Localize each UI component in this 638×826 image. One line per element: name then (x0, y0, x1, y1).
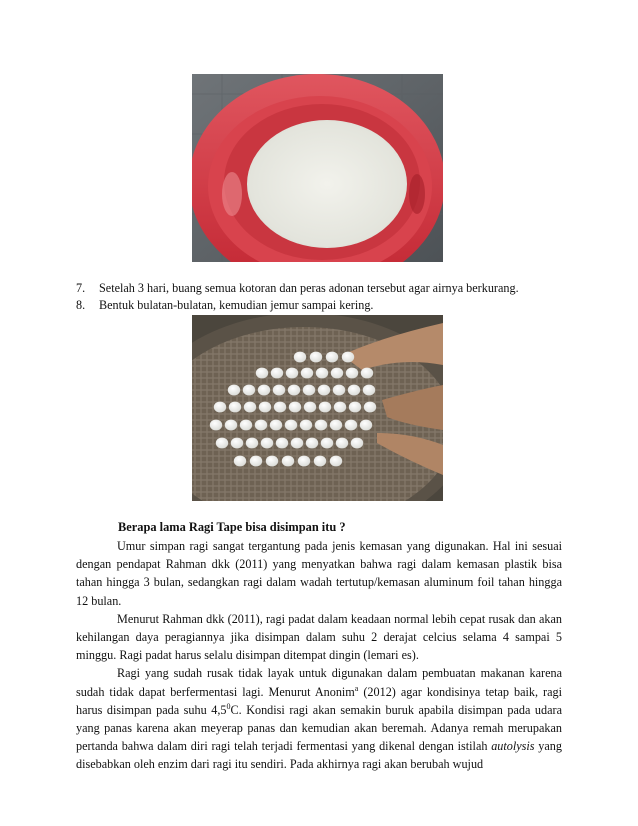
yeast-ball (342, 352, 354, 363)
yeast-ball (319, 402, 331, 413)
yeast-ball (306, 438, 318, 449)
yeast-ball (363, 385, 375, 396)
paragraph-2: Menurut Rahman dkk (2011), ragi padat dalam keadaan normal lebih cepat rusak dan akan kehilangan daya peragiannya jika disimpan dalam suhu 2 derajat celcius selama 4 sampai 5 minggu. Ragi padat harus selalu disimpan ditempat dingin (lemari es). (76, 611, 562, 663)
yeast-ball (333, 385, 345, 396)
yeast-ball (282, 456, 294, 467)
section-heading: Berapa lama Ragi Tape bisa disimpan itu ? (118, 520, 346, 534)
yeast-ball (346, 368, 358, 379)
step-text: Bentuk bulatan-bulatan, kemudian jemur sampai kering. (99, 298, 374, 312)
paragraph-1: Umur simpan ragi sangat tergantung pada jenis kemasan yang digunakan. Hal ini sesuai dengan pendapat Rahman dkk (2011) yang menyatkan bahwa ragi dalam kemasan plastik bisa tahan hingga 3 bulan, sedangkan ragi dalam wadah tertutup/kemasan aluminum foil tahan hingga 12 bulan. (76, 539, 562, 608)
yeast-ball (229, 402, 241, 413)
yeast-ball (256, 368, 268, 379)
yeast-ball (315, 420, 327, 431)
yeast-ball (244, 402, 256, 413)
yeast-ball (345, 420, 357, 431)
yeast-ball (348, 385, 360, 396)
yeast-ball (361, 368, 373, 379)
yeast-ball (318, 385, 330, 396)
yeast-ball (360, 420, 372, 431)
body-text (76, 537, 562, 774)
yeast-ball (246, 438, 258, 449)
yeast-ball (214, 402, 226, 413)
yeast-ball (301, 368, 313, 379)
yeast-ball (330, 456, 342, 467)
list-item (76, 297, 576, 314)
yeast-ball (326, 352, 338, 363)
yeast-balls-photo (192, 315, 443, 501)
yeast-ball (255, 420, 267, 431)
yeast-ball (216, 438, 228, 449)
yeast-ball (225, 420, 237, 431)
yeast-ball (274, 402, 286, 413)
yeast-ball (291, 438, 303, 449)
red-basin-photo (192, 74, 443, 262)
step-number: 7. (76, 281, 86, 295)
yeast-ball (304, 402, 316, 413)
yeast-ball (349, 402, 361, 413)
yeast-ball (300, 420, 312, 431)
yeast-ball (336, 438, 348, 449)
yeast-ball (259, 402, 271, 413)
yeast-ball (250, 456, 262, 467)
yeast-ball (240, 420, 252, 431)
yeast-ball (364, 402, 376, 413)
yeast-ball (330, 420, 342, 431)
yeast-ball (289, 402, 301, 413)
yeast-ball (231, 438, 243, 449)
yeast-ball (266, 456, 278, 467)
yeast-ball (314, 456, 326, 467)
yeast-ball (331, 368, 343, 379)
yeast-ball (310, 352, 322, 363)
step-number: 8. (76, 298, 86, 312)
yeast-ball (351, 438, 363, 449)
list-item (76, 280, 576, 297)
yeast-ball (261, 438, 273, 449)
yeast-ball (286, 368, 298, 379)
yeast-ball (228, 385, 240, 396)
yeast-ball (276, 438, 288, 449)
autolysis-term: autolysis (491, 739, 535, 754)
yeast-ball (298, 456, 310, 467)
steps-list (76, 280, 576, 314)
step-text: Setelah 3 hari, buang semua kotoran dan peras adonan tersebut agar airnya berkurang. (99, 281, 519, 295)
yeast-ball (285, 420, 297, 431)
yeast-ball (273, 385, 285, 396)
yeast-ball (303, 385, 315, 396)
yeast-ball (334, 402, 346, 413)
yeast-ball (294, 352, 306, 363)
yeast-ball (271, 368, 283, 379)
yeast-ball (316, 368, 328, 379)
yeast-ball (234, 456, 246, 467)
paragraph-3: Ragi yang sudah rusak tidak layak untuk digunakan dalam pembuatan makanan karena sudah tidak dapat berfermentasi lagi. Menurut Anonim$^a$ (2012) agar kondisinya tetap baik, ragi harus disimpan pada suhu $4,5^0C$. Kondisi ragi akan semakin buruk apabila disimpan pada udara yang panas karena akan meyerap panas dan kemudian akan beremah. Adanya remah merupakan pertanda bahwa dalam diri ragi telah terjadi fermentasi yang dikenal dengan istilah autolysis yang disebabkan oleh enzim dari ragi itu sendiri. Pada akhirnya ragi akan berubah wujud (76, 666, 562, 772)
yeast-ball (270, 420, 282, 431)
yeast-ball (288, 385, 300, 396)
yeast-ball (210, 420, 222, 431)
yeast-ball (258, 385, 270, 396)
yeast-ball (243, 385, 255, 396)
yeast-ball (321, 438, 333, 449)
